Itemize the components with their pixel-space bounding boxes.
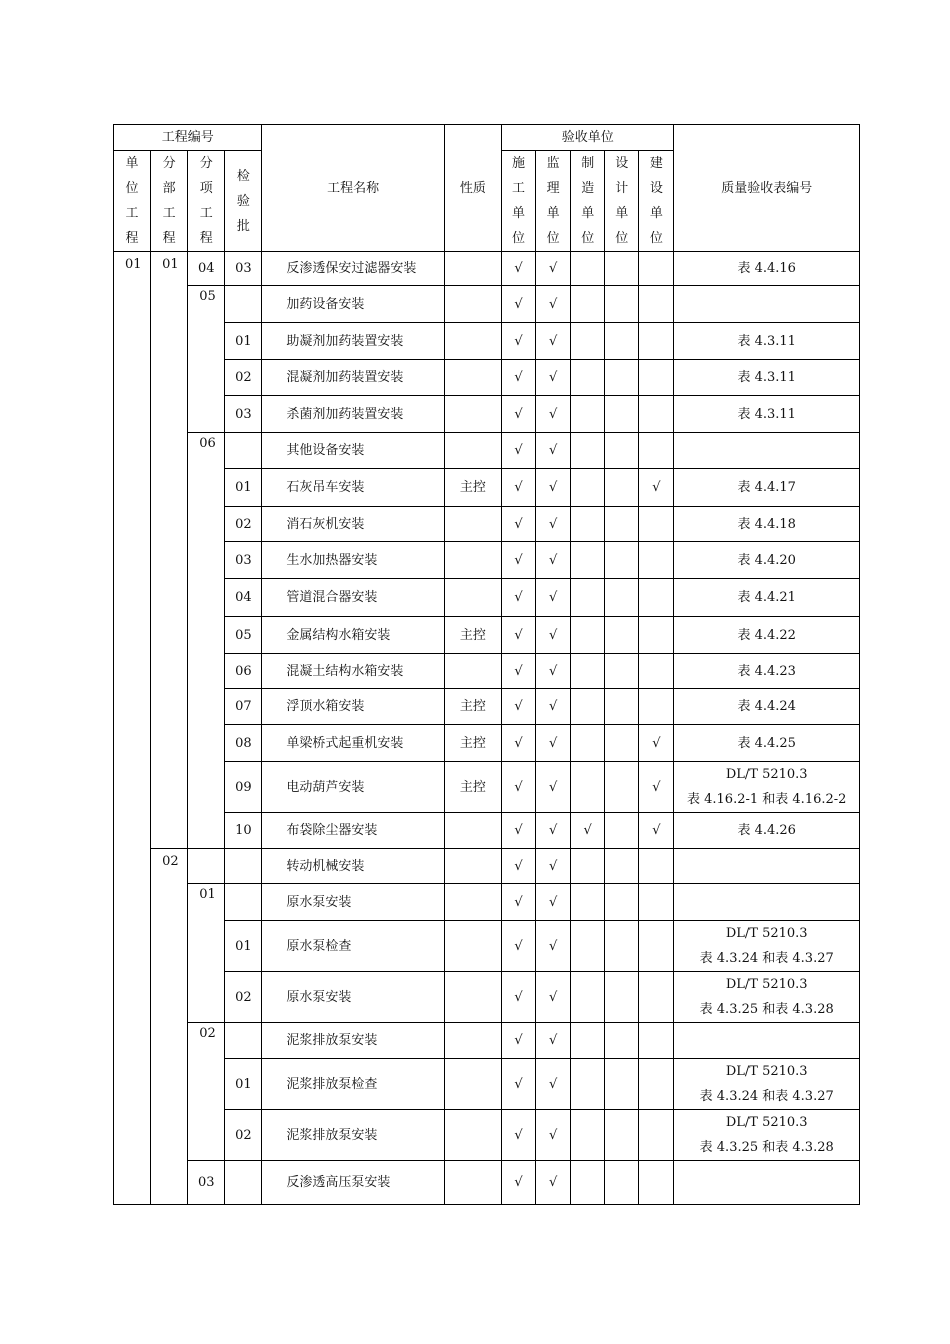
cell-check-c1: √ [502, 469, 536, 507]
table-row [114, 1161, 860, 1205]
table-row [114, 1110, 860, 1161]
cell-check-c4 [605, 689, 639, 725]
acceptance-table [113, 124, 860, 1205]
cell-name: 泥浆排放泵安装 [262, 1110, 444, 1161]
cell-check-c2: √ [536, 396, 571, 433]
cell-check-c2: √ [536, 921, 571, 972]
table-row [114, 689, 860, 725]
table-row [114, 921, 860, 972]
cell-check-c1: √ [502, 617, 536, 654]
cell-check-c5: √ [639, 813, 674, 849]
cell-check-c1: √ [502, 884, 536, 921]
cell-check-c4 [605, 617, 639, 654]
cell-check-c3 [571, 579, 605, 617]
cell-check-c3 [571, 689, 605, 725]
cell-check-c4 [605, 579, 639, 617]
table-row [114, 579, 860, 617]
cell-check-c5 [639, 1059, 674, 1110]
cell-name: 原水泵安装 [262, 884, 444, 921]
cell-item: 01 [188, 884, 225, 1023]
cell-lot: 02 [225, 972, 262, 1023]
cell-check-c4 [605, 725, 639, 762]
table-row [114, 813, 860, 849]
cell-form-number [674, 323, 860, 360]
cell-check-c4 [605, 323, 639, 360]
cell-check-c1: √ [502, 396, 536, 433]
cell-lot [225, 1023, 262, 1059]
cell-check-c5 [639, 654, 674, 689]
header-construction-unit: 施工单位 [502, 151, 536, 252]
cell-check-c4 [605, 396, 639, 433]
cell-check-c1: √ [502, 849, 536, 884]
cell-lot: 08 [225, 725, 262, 762]
header-owner-unit: 建设单位 [639, 151, 674, 252]
header-manufacturing-unit: 制造单位 [571, 151, 605, 252]
cell-check-c3 [571, 542, 605, 579]
cell-check-c5: √ [639, 762, 674, 813]
form-line-2: 表 4.3.24 和表 4.3.27 [699, 1089, 834, 1104]
cell-item: 04 [188, 252, 225, 286]
cell-check-c1: √ [502, 1023, 536, 1059]
table-row [114, 972, 860, 1023]
cell-form-number [674, 1161, 860, 1205]
cell-check-c5 [639, 849, 674, 884]
cell-check-c4 [605, 469, 639, 507]
cell-check-c3 [571, 762, 605, 813]
cell-check-c2: √ [536, 972, 571, 1023]
cell-check-c5 [639, 579, 674, 617]
cell-check-c2: √ [536, 579, 571, 617]
cell-name: 布袋除尘器安装 [262, 813, 444, 849]
table-row [114, 1059, 860, 1110]
cell-check-c3 [571, 360, 605, 396]
cell-check-c5 [639, 323, 674, 360]
cell-form-number [674, 360, 860, 396]
cell-nature [444, 813, 501, 849]
cell-check-c3 [571, 654, 605, 689]
cell-lot: 02 [225, 507, 262, 542]
cell-check-c1: √ [502, 921, 536, 972]
cell-check-c3 [571, 286, 605, 323]
cell-check-c1: √ [502, 323, 536, 360]
form-line-2: 表 4.16.2-1 和表 4.16.2-2 [687, 792, 847, 807]
cell-check-c3 [571, 1059, 605, 1110]
form-line-1: 表 4.3.11 [737, 370, 796, 385]
cell-name: 电动葫芦安装 [262, 762, 444, 813]
cell-check-c5 [639, 972, 674, 1023]
cell-check-c2: √ [536, 884, 571, 921]
table-row [114, 286, 860, 323]
table-row [114, 507, 860, 542]
form-line-1: DL/T 5210.3 [725, 977, 808, 992]
cell-check-c2: √ [536, 286, 571, 323]
cell-check-c5: √ [639, 469, 674, 507]
table-row [114, 654, 860, 689]
cell-check-c2: √ [536, 1161, 571, 1205]
cell-lot: 09 [225, 762, 262, 813]
cell-check-c2: √ [536, 1023, 571, 1059]
cell-lot: 01 [225, 921, 262, 972]
cell-nature: 主控 [444, 617, 501, 654]
cell-name: 加药设备安装 [262, 286, 444, 323]
table-row [114, 542, 860, 579]
form-line-1: 表 4.4.24 [737, 699, 796, 714]
cell-lot: 01 [225, 1059, 262, 1110]
cell-check-c3 [571, 252, 605, 286]
cell-name: 生水加热器安装 [262, 542, 444, 579]
cell-form-number [674, 762, 860, 813]
cell-nature [444, 1110, 501, 1161]
cell-check-c3 [571, 972, 605, 1023]
cell-check-c4 [605, 849, 639, 884]
cell-form-number [674, 542, 860, 579]
cell-lot [225, 1161, 262, 1205]
cell-name: 助凝剂加药装置安装 [262, 323, 444, 360]
cell-check-c2: √ [536, 433, 571, 469]
table-row [114, 323, 860, 360]
cell-lot [225, 849, 262, 884]
cell-nature [444, 252, 501, 286]
cell-check-c3 [571, 921, 605, 972]
cell-form-number [674, 1023, 860, 1059]
cell-check-c4 [605, 762, 639, 813]
cell-check-c3 [571, 617, 605, 654]
cell-check-c4 [605, 884, 639, 921]
cell-check-c4 [605, 252, 639, 286]
cell-nature [444, 1059, 501, 1110]
cell-nature [444, 360, 501, 396]
cell-lot: 01 [225, 469, 262, 507]
cell-form-number [674, 252, 860, 286]
cell-item: 06 [188, 433, 225, 849]
cell-lot: 05 [225, 617, 262, 654]
cell-name: 反渗透保安过滤器安装 [262, 252, 444, 286]
cell-check-c2: √ [536, 725, 571, 762]
cell-check-c4 [605, 286, 639, 323]
form-line-1: 表 4.4.16 [737, 261, 796, 276]
cell-form-number [674, 1110, 860, 1161]
cell-check-c4 [605, 1059, 639, 1110]
cell-check-c2: √ [536, 689, 571, 725]
cell-check-c5 [639, 617, 674, 654]
form-line-1: 表 4.4.20 [737, 552, 796, 568]
cell-check-c4 [605, 542, 639, 579]
cell-check-c1: √ [502, 1161, 536, 1205]
cell-check-c3: √ [571, 813, 605, 849]
cell-item: 02 [188, 1023, 225, 1161]
cell-lot: 01 [225, 323, 262, 360]
cell-name: 混凝剂加药装置安装 [262, 360, 444, 396]
cell-check-c1: √ [502, 1110, 536, 1161]
cell-check-c3 [571, 507, 605, 542]
cell-check-c2: √ [536, 813, 571, 849]
cell-check-c4 [605, 1110, 639, 1161]
cell-form-number [674, 921, 860, 972]
cell-check-c4 [605, 972, 639, 1023]
form-line-1: 表 4.4.21 [737, 590, 796, 605]
cell-check-c4 [605, 507, 639, 542]
cell-check-c2: √ [536, 507, 571, 542]
cell-check-c1: √ [502, 433, 536, 469]
cell-name: 泥浆排放泵检查 [262, 1059, 444, 1110]
form-line-2: 表 4.3.25 和表 4.3.28 [699, 1002, 834, 1017]
cell-nature: 主控 [444, 725, 501, 762]
table-row [114, 884, 860, 921]
cell-nature [444, 1161, 501, 1205]
cell-check-c4 [605, 813, 639, 849]
cell-form-number [674, 1059, 860, 1110]
cell-check-c4 [605, 433, 639, 469]
cell-check-c2: √ [536, 1110, 571, 1161]
cell-item [188, 849, 225, 884]
form-line-2: 表 4.3.24 和表 4.3.27 [699, 951, 834, 966]
cell-nature [444, 1023, 501, 1059]
form-line-1: DL/T 5210.3 [725, 1115, 808, 1130]
table-row [114, 1023, 860, 1059]
cell-form-number [674, 617, 860, 654]
table-row [114, 252, 860, 286]
cell-division: 02 [151, 849, 188, 1205]
form-line-1: 表 4.4.23 [737, 663, 796, 679]
cell-check-c5 [639, 884, 674, 921]
header-item-project: 分项工程 [188, 151, 225, 252]
cell-check-c3 [571, 884, 605, 921]
cell-nature [444, 507, 501, 542]
cell-check-c2: √ [536, 323, 571, 360]
cell-check-c5: √ [639, 725, 674, 762]
cell-check-c2: √ [536, 849, 571, 884]
header-acceptance-unit: 验收单位 [502, 125, 674, 151]
cell-item: 03 [188, 1161, 225, 1205]
cell-check-c1: √ [502, 725, 536, 762]
form-line-1: DL/T 5210.3 [725, 767, 808, 782]
cell-check-c5 [639, 507, 674, 542]
cell-nature [444, 849, 501, 884]
cell-division: 01 [151, 252, 188, 849]
cell-name: 杀菌剂加药装置安装 [262, 396, 444, 433]
form-line-1: 表 4.3.11 [737, 406, 796, 422]
cell-check-c5 [639, 396, 674, 433]
cell-check-c2: √ [536, 360, 571, 396]
cell-name: 反渗透高压泵安装 [262, 1161, 444, 1205]
cell-check-c4 [605, 1023, 639, 1059]
table-row [114, 762, 860, 813]
form-line-1: 表 4.4.26 [737, 823, 796, 838]
cell-nature: 主控 [444, 469, 501, 507]
cell-lot: 10 [225, 813, 262, 849]
form-line-1: DL/T 5210.3 [725, 926, 808, 941]
header-inspection-lot: 检验批 [225, 151, 262, 252]
cell-check-c1: √ [502, 813, 536, 849]
cell-name: 其他设备安装 [262, 433, 444, 469]
cell-check-c4 [605, 654, 639, 689]
cell-form-number [674, 654, 860, 689]
cell-lot [225, 286, 262, 323]
cell-check-c1: √ [502, 360, 536, 396]
cell-check-c3 [571, 1161, 605, 1205]
cell-check-c5 [639, 1161, 674, 1205]
cell-check-c2: √ [536, 542, 571, 579]
cell-nature [444, 433, 501, 469]
form-line-1: 表 4.4.25 [737, 735, 796, 751]
cell-nature: 主控 [444, 689, 501, 725]
cell-form-number [674, 972, 860, 1023]
cell-form-number [674, 579, 860, 617]
cell-check-c3 [571, 323, 605, 360]
cell-form-number [674, 689, 860, 725]
cell-name: 混凝土结构水箱安装 [262, 654, 444, 689]
cell-check-c5 [639, 286, 674, 323]
header-project-name: 工程名称 [262, 125, 444, 252]
cell-nature [444, 323, 501, 360]
cell-check-c3 [571, 725, 605, 762]
header-division-project: 分部工程 [151, 151, 188, 252]
cell-name: 金属结构水箱安装 [262, 617, 444, 654]
table-row [114, 617, 860, 654]
cell-check-c3 [571, 433, 605, 469]
cell-name: 原水泵检查 [262, 921, 444, 972]
table-row [114, 469, 860, 507]
cell-check-c1: √ [502, 579, 536, 617]
form-line-1: DL/T 5210.3 [725, 1064, 808, 1079]
cell-lot: 02 [225, 360, 262, 396]
cell-check-c2: √ [536, 469, 571, 507]
cell-nature [444, 884, 501, 921]
header-form-number: 质量验收表编号 [674, 125, 860, 252]
cell-form-number [674, 286, 860, 323]
cell-nature [444, 396, 501, 433]
cell-name: 石灰吊车安装 [262, 469, 444, 507]
cell-check-c4 [605, 1161, 639, 1205]
cell-nature [444, 579, 501, 617]
cell-nature: 主控 [444, 762, 501, 813]
cell-check-c5 [639, 252, 674, 286]
cell-unit: 01 [114, 252, 151, 1205]
table-row [114, 725, 860, 762]
cell-name: 管道混合器安装 [262, 579, 444, 617]
cell-check-c5 [639, 689, 674, 725]
cell-check-c1: √ [502, 654, 536, 689]
cell-check-c5 [639, 1110, 674, 1161]
cell-check-c5 [639, 921, 674, 972]
table-row [114, 396, 860, 433]
cell-name: 浮顶水箱安装 [262, 689, 444, 725]
cell-lot: 03 [225, 396, 262, 433]
cell-lot [225, 433, 262, 469]
cell-nature [444, 286, 501, 323]
form-line-1: 表 4.4.22 [737, 627, 796, 643]
table-row [114, 360, 860, 396]
table-row [114, 433, 860, 469]
cell-check-c3 [571, 396, 605, 433]
form-line-1: 表 4.4.18 [737, 516, 796, 532]
cell-name: 原水泵安装 [262, 972, 444, 1023]
cell-form-number [674, 813, 860, 849]
header-nature: 性质 [444, 125, 501, 252]
cell-check-c1: √ [502, 1059, 536, 1110]
cell-lot: 06 [225, 654, 262, 689]
cell-name: 单梁桥式起重机安装 [262, 725, 444, 762]
cell-form-number [674, 507, 860, 542]
cell-check-c3 [571, 849, 605, 884]
cell-lot: 03 [225, 252, 262, 286]
form-line-1: 表 4.4.17 [737, 480, 796, 495]
cell-check-c1: √ [502, 689, 536, 725]
form-line-1: 表 4.3.11 [737, 333, 796, 349]
cell-name: 转动机械安装 [262, 849, 444, 884]
cell-check-c2: √ [536, 252, 571, 286]
cell-nature [444, 972, 501, 1023]
cell-form-number [674, 884, 860, 921]
cell-check-c3 [571, 1023, 605, 1059]
cell-check-c4 [605, 360, 639, 396]
header-unit-project: 单位工程 [114, 151, 151, 252]
cell-form-number [674, 849, 860, 884]
cell-check-c1: √ [502, 542, 536, 579]
cell-check-c1: √ [502, 507, 536, 542]
cell-nature [444, 654, 501, 689]
cell-check-c5 [639, 433, 674, 469]
cell-lot: 03 [225, 542, 262, 579]
cell-check-c1: √ [502, 286, 536, 323]
table-row [114, 849, 860, 884]
cell-check-c2: √ [536, 617, 571, 654]
header-supervision-unit: 监理单位 [536, 151, 571, 252]
cell-lot [225, 884, 262, 921]
cell-check-c1: √ [502, 972, 536, 1023]
cell-check-c2: √ [536, 654, 571, 689]
cell-check-c1: √ [502, 762, 536, 813]
cell-check-c5 [639, 360, 674, 396]
cell-check-c2: √ [536, 1059, 571, 1110]
cell-form-number [674, 469, 860, 507]
cell-nature [444, 921, 501, 972]
cell-form-number [674, 396, 860, 433]
cell-name: 泥浆排放泵安装 [262, 1023, 444, 1059]
cell-check-c3 [571, 469, 605, 507]
cell-nature [444, 542, 501, 579]
cell-lot: 07 [225, 689, 262, 725]
cell-lot: 04 [225, 579, 262, 617]
cell-check-c4 [605, 921, 639, 972]
cell-check-c2: √ [536, 762, 571, 813]
header-project-code: 工程编号 [114, 125, 262, 151]
form-line-2: 表 4.3.25 和表 4.3.28 [699, 1140, 834, 1155]
cell-item: 05 [188, 286, 225, 433]
cell-check-c1: √ [502, 252, 536, 286]
cell-form-number [674, 433, 860, 469]
cell-name: 消石灰机安装 [262, 507, 444, 542]
cell-form-number [674, 725, 860, 762]
header-design-unit: 设计单位 [605, 151, 639, 252]
cell-lot: 02 [225, 1110, 262, 1161]
cell-check-c3 [571, 1110, 605, 1161]
cell-check-c5 [639, 542, 674, 579]
cell-check-c5 [639, 1023, 674, 1059]
